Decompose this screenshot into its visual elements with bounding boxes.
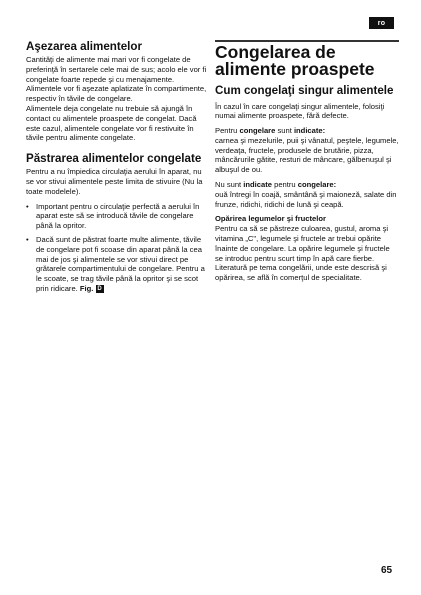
paragraph-arranging-2: Alimentele deja congelate nu trebuie să ajungă în contact cu alimentele proaspete de congelat. Dacă este cazul, alimentele congelate vor fi restivuite în tăvile pentru alimente congelate. <box>26 103 197 143</box>
paragraph-blanching-1: Pentru ca să se păstreze culoarea, gustul, aroma şi vitamina „C", legumele şi fructele ar trebui opărite înainte de congelare. La opărire legumele şi fructele se introduc pentru scurt timp în apă care fierbe. <box>215 224 390 263</box>
paragraph-storing-intro: Pentru a nu împiedica circulaţia aerului în aparat, nu se vor stivui alimentele peste limita de stivuire (Nu la toate modelele). <box>26 167 203 196</box>
paragraph-suitable-list: carnea şi mezelurile, puii şi vânatul, peştele, legumele, verdeaţa, fructele, produsele de brutărie, pizza, mâncărurile gătite, resturi de mâncare, gălbenuşul şi albuşul de ou. <box>215 135 399 175</box>
right-column <box>215 40 399 288</box>
subheading-blanching: Opărirea legumelor şi fructelor <box>215 214 326 224</box>
figure-letter-badge: D <box>97 285 102 292</box>
section-title-storing-frozen: Păstrarea alimentelor congelate <box>26 152 202 166</box>
page-title: Congelarea de alimente proaspete <box>215 42 375 79</box>
list-item: • Important pentru o circulaţie perfectă a aerului în aparat este să se introducă tăvile de congelare până la opritor. <box>26 202 208 231</box>
paragraph-blanching-2: Literatură pe tema congelării, unde este descrisă şi opărirea, se află în comerţul de specialitate. <box>215 263 387 283</box>
paragraph-freezing-intro: În cazul în care congelaţi singur alimentele, folosiţi numai alimente proaspete, fără defecte. <box>215 101 385 121</box>
subsection-title-freezing-yourself: Cum congelaţi singur alimentele <box>215 84 394 97</box>
left-column <box>26 40 208 298</box>
language-tab: ro <box>369 17 394 29</box>
paragraph-unsuitable-heading: Nu sunt indicate pentru congelare: <box>215 180 337 190</box>
paragraph-arranging-1: Cantităţi de alimente mai mari vor fi congelate de preferinţă în sertarele cele mai de sus; acolo ele vor fi congelate foarte repede şi cu menajamente. Alimentele vor fi aşezate aplatizate în compartimente, respectiv în tăvile de congelare. <box>26 55 207 104</box>
paragraph-unsuitable-list: ouă întregi în coajă, smântână şi maioneză, salate din frunze, ridichi, ridichi de lună şi ceapă. <box>215 189 397 209</box>
section-title-arranging-food: Aşezarea alimentelor <box>26 40 142 53</box>
figure-reference: Fig. <box>79 283 94 293</box>
list-item: • Dacă sunt de păstrat foarte multe alimente, tăvile de congelare pot fi scoase din aparat până la cea mai de jos şi alimentele se vor stivui direct pe grătarele compartimentului de congelare. Pentru a le scoate, se trag tăvile până la opritor şi se scot prin ridicare. Fig. D <box>26 235 208 294</box>
storing-bullet-list <box>26 202 208 294</box>
paragraph-suitable-heading: Pentru congelare sunt indicate: <box>215 126 326 136</box>
page-number: 65 <box>381 565 393 576</box>
